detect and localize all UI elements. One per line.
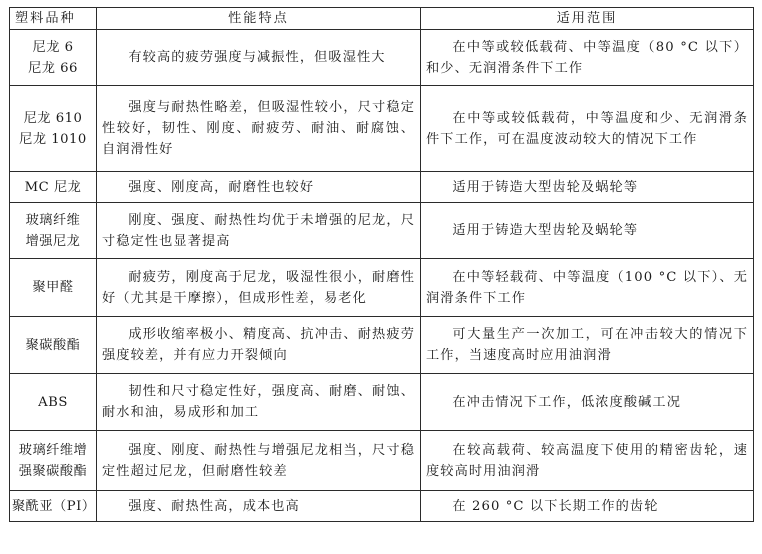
plastics-properties-table xyxy=(9,7,754,522)
table-row xyxy=(10,259,754,317)
material-name-cell xyxy=(10,86,97,172)
table-row xyxy=(10,491,754,522)
material-name-cell xyxy=(10,259,97,317)
properties-cell: 韧性和尺寸稳定性好，强度高、耐磨、耐蚀、耐水和油，易成形和加工 xyxy=(97,374,421,431)
properties-cell: 刚度、强度、耐热性均优于未增强的尼龙，尺寸稳定性也显著提高 xyxy=(97,203,421,259)
header-properties: 性能特点 xyxy=(97,8,421,30)
material-name-line: 增强尼龙 xyxy=(25,233,81,249)
table-row xyxy=(10,30,754,86)
material-name-line: 尼龙 1010 xyxy=(19,131,87,147)
material-name-cell xyxy=(10,374,97,431)
properties-cell: 强度、耐热性高，成本也高 xyxy=(97,491,421,522)
material-name-line: 聚酰亚（PI） xyxy=(12,498,96,514)
applications-cell: 在冲击情况下工作，低浓度酸碱工况 xyxy=(421,374,754,431)
applications-cell: 可大量生产一次加工，可在冲击较大的情况下工作，当速度高时应用油润滑 xyxy=(421,317,754,374)
properties-cell: 强度、刚度、耐热性与增强尼龙相当，尺寸稳定性超过尼龙，但耐磨性较差 xyxy=(97,431,421,491)
header-material: 塑料品种 xyxy=(10,8,97,30)
applications-cell: 在中等或较低载荷，中等温度和少、无润滑条件下工作，可在温度波动较大的情况下工作 xyxy=(421,86,754,172)
applications-cell: 在中等轻载荷、中等温度（100 °C 以下）、无润滑条件下工作 xyxy=(421,259,754,317)
material-name-line: MC 尼龙 xyxy=(24,179,82,195)
table-row xyxy=(10,431,754,491)
properties-cell: 耐疲劳，刚度高于尼龙，吸湿性很小，耐磨性好（尤其是干摩擦），但成形性差，易老化 xyxy=(97,259,421,317)
properties-cell: 成形收缩率极小、精度高、抗冲击、耐热疲劳强度较差，并有应力开裂倾向 xyxy=(97,317,421,374)
material-name-line: 聚甲醛 xyxy=(32,280,74,295)
applications-cell: 在 260 °C 以下长期工作的齿轮 xyxy=(421,491,754,522)
table-header-row xyxy=(10,8,754,30)
applications-cell: 在较高载荷、较高温度下使用的精密齿轮，速度较高时用油润滑 xyxy=(421,431,754,491)
applications-cell: 适用于铸造大型齿轮及蜗轮等 xyxy=(421,172,754,203)
properties-cell: 强度、刚度高，耐磨性也较好 xyxy=(97,172,421,203)
material-name-cell xyxy=(10,317,97,374)
material-name-line: 聚碳酸酯 xyxy=(25,337,81,353)
material-name-line: ABS xyxy=(38,394,68,410)
material-name-line: 玻璃纤维 xyxy=(25,212,81,228)
material-name-cell xyxy=(10,491,97,522)
table-row xyxy=(10,203,754,259)
material-name-line: 强聚碳酸酯 xyxy=(18,463,88,479)
properties-cell: 有较高的疲劳强度与减振性，但吸湿性大 xyxy=(97,30,421,86)
table-row xyxy=(10,86,754,172)
table-row xyxy=(10,374,754,431)
table-row xyxy=(10,317,754,374)
table-row xyxy=(10,172,754,203)
material-name-line: 尼龙 610 xyxy=(23,110,83,126)
material-name-cell xyxy=(10,431,97,491)
material-name-line: 玻璃纤维增 xyxy=(18,442,88,458)
applications-cell: 在中等或较低载荷、中等温度（80 °C 以下）和少、无润滑条件下工作 xyxy=(421,30,754,86)
properties-cell: 强度与耐热性略差，但吸湿性较小，尺寸稳定性较好，韧性、刚度、耐疲劳、耐油、耐腐蚀、自润滑性好 xyxy=(97,86,421,172)
material-name-line: 尼龙 6 xyxy=(32,39,74,55)
material-name-cell xyxy=(10,172,97,203)
material-name-cell xyxy=(10,30,97,86)
applications-cell: 适用于铸造大型齿轮及蜗轮等 xyxy=(421,203,754,259)
material-name-line: 尼龙 66 xyxy=(28,60,78,76)
material-name-cell xyxy=(10,203,97,259)
header-applications: 适用范围 xyxy=(421,8,754,30)
